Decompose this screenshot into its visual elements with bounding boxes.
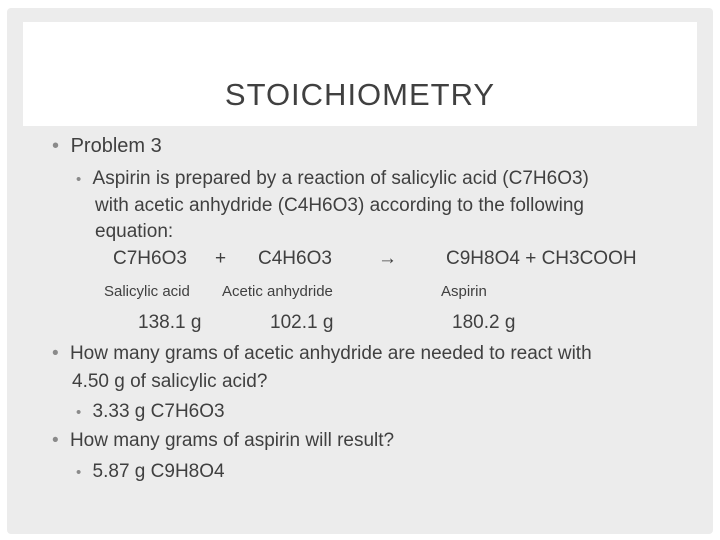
bullet-icon: • xyxy=(76,404,82,421)
question-1-line-2: 4.50 g of salicylic acid? xyxy=(72,371,268,392)
name-product: Aspirin xyxy=(441,283,487,300)
title-box xyxy=(23,22,697,126)
description-line-1: Aspirin is prepared by a reaction of salicylic acid (C7H6O3) xyxy=(92,168,589,189)
bullet-description xyxy=(76,168,589,190)
answer-2: 5.87 g C9H8O4 xyxy=(92,461,225,482)
bullet-icon: • xyxy=(76,171,82,188)
question-2: How many grams of aspirin will result? xyxy=(69,430,395,451)
bullet-answer-1 xyxy=(76,401,225,423)
mass-product: 180.2 g xyxy=(452,312,516,333)
bullet-icon: • xyxy=(52,343,59,364)
name-reactant-1: Salicylic acid xyxy=(104,283,190,300)
problem-label: Problem 3 xyxy=(70,135,162,157)
bullet-icon: • xyxy=(52,430,59,451)
equation-arrow-icon: → xyxy=(378,248,397,269)
equation-reactant-2: C4H6O3 xyxy=(258,248,332,269)
equation-plus: + xyxy=(215,248,227,269)
equation-reactant-1: C7H6O3 xyxy=(113,248,187,269)
equation-products: C9H8O4 + CH3COOH xyxy=(446,248,637,269)
bullet-icon: • xyxy=(76,464,82,481)
description-line-3: equation: xyxy=(95,221,174,242)
description-line-2: with acetic anhydride (C4H6O3) according to the following xyxy=(95,195,584,216)
mass-reactant-1: 138.1 g xyxy=(138,312,202,333)
answer-1: 3.33 g C7H6O3 xyxy=(92,401,225,422)
bullet-problem xyxy=(52,135,162,158)
bullet-question-1 xyxy=(52,343,592,365)
bullet-icon: • xyxy=(52,135,60,157)
slide-title: STOICHIOMETRY xyxy=(224,77,496,112)
bullet-question-2 xyxy=(52,430,394,452)
question-1-line-1: How many grams of acetic anhydride are needed to react with xyxy=(69,343,592,364)
name-reactant-2: Acetic anhydride xyxy=(222,283,333,300)
mass-reactant-2: 102.1 g xyxy=(270,312,334,333)
bullet-answer-2 xyxy=(76,461,225,483)
